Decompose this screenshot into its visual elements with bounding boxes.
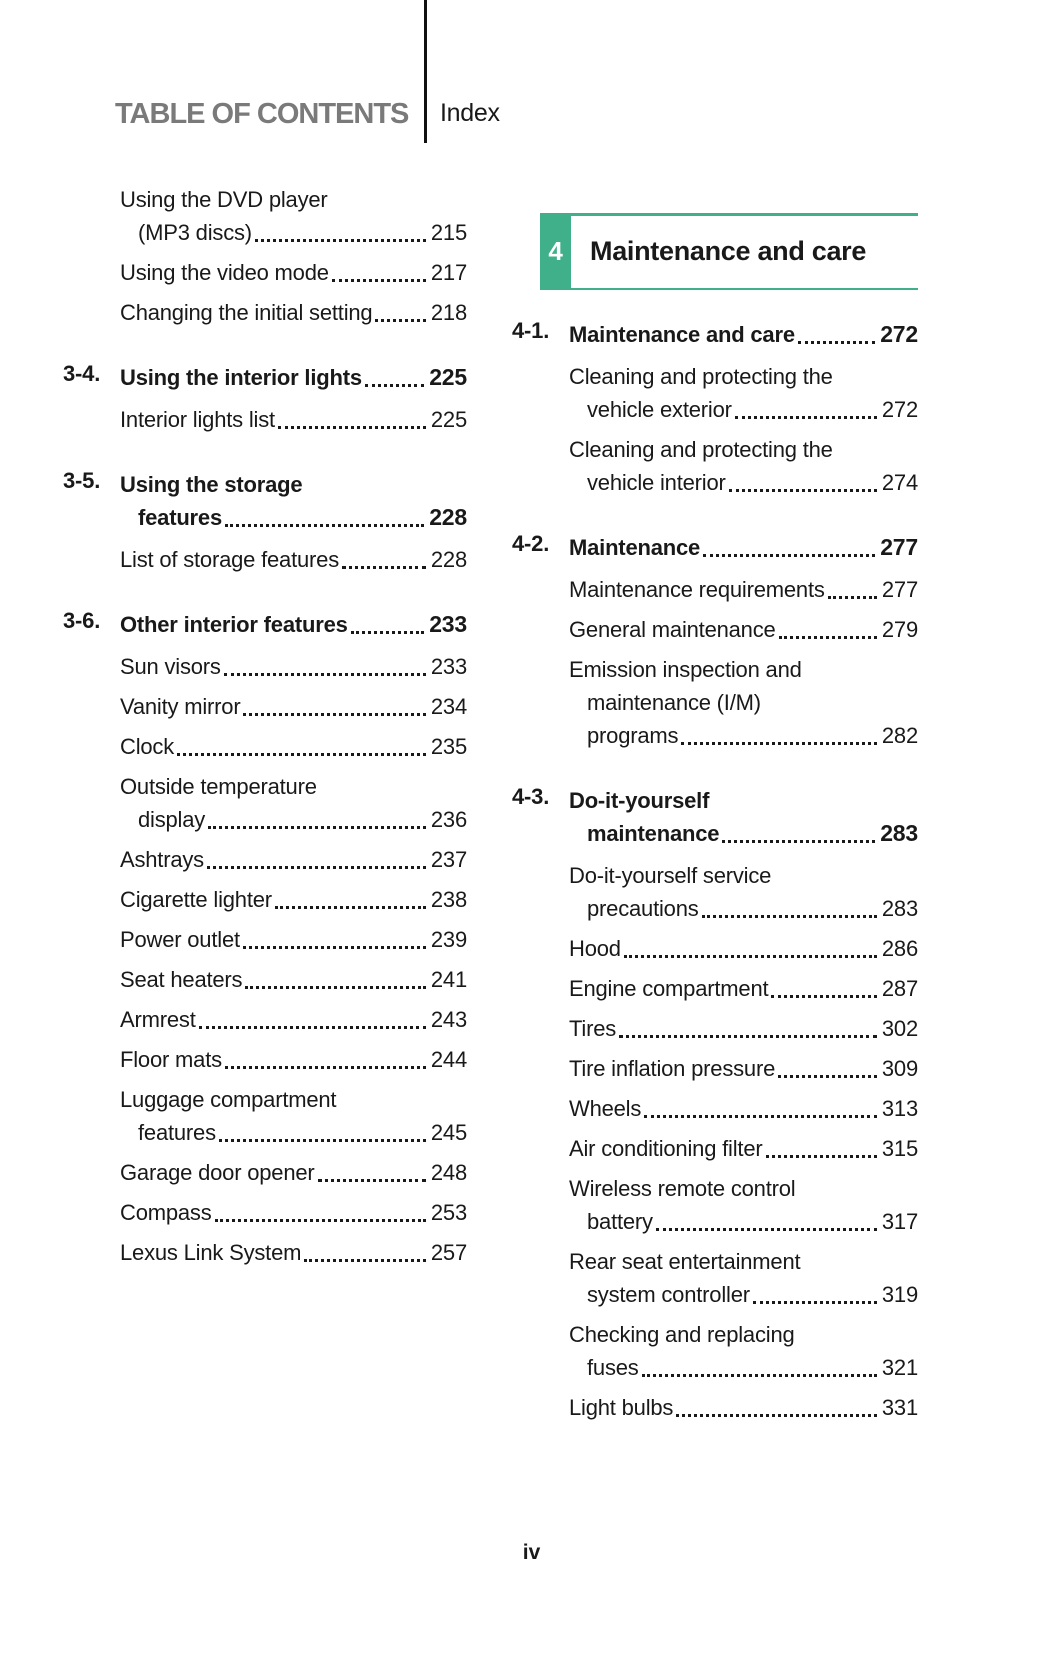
toc-page-number: 257 <box>430 1240 467 1265</box>
toc-page-number: 272 <box>880 321 918 347</box>
toc-line <box>569 1318 918 1351</box>
dotted-leader <box>828 596 877 599</box>
toc-line <box>120 1043 467 1076</box>
toc-entry-text: precautions <box>587 896 699 921</box>
toc-entry-text: Power outlet <box>120 927 240 952</box>
toc-line <box>587 719 918 752</box>
toc-section-heading-body <box>120 608 467 641</box>
toc-page-number: 283 <box>881 896 918 921</box>
toc-page-number: 228 <box>429 504 467 530</box>
toc-entry <box>569 1245 918 1311</box>
toc-section-heading-body <box>569 784 918 850</box>
toc-line <box>120 1236 467 1269</box>
toc-line <box>569 1052 918 1085</box>
toc-entry-text: Maintenance <box>569 535 701 560</box>
toc-page-number: 218 <box>430 300 467 325</box>
dotted-leader <box>224 673 426 676</box>
toc-page-number: 283 <box>880 820 918 846</box>
dotted-leader <box>771 995 876 998</box>
toc-page-number: 253 <box>430 1200 467 1225</box>
toc-entry <box>569 1132 918 1165</box>
toc-page-number: 317 <box>881 1209 918 1234</box>
toc-entry <box>120 183 467 249</box>
dotted-leader <box>219 1139 426 1142</box>
dotted-leader <box>342 566 426 569</box>
toc-entry <box>120 1083 467 1149</box>
toc-entry-text: Luggage compartment <box>120 1087 337 1112</box>
toc-page-number: 225 <box>429 364 467 390</box>
toc-page-number: 233 <box>429 611 467 637</box>
dotted-leader <box>375 319 425 322</box>
toc-entry <box>569 573 918 606</box>
toc-line <box>120 923 467 956</box>
toc-line <box>120 468 467 501</box>
toc-section-heading-body <box>120 361 467 394</box>
toc-line <box>569 1092 918 1125</box>
toc-page-number: 286 <box>881 936 918 961</box>
toc-group <box>63 361 467 436</box>
toc-entry-list <box>512 859 918 1424</box>
toc-line <box>569 1172 918 1205</box>
toc-entry <box>569 1391 918 1424</box>
toc-page-number: 309 <box>881 1056 918 1081</box>
toc-entry-text: Engine compartment <box>569 976 769 1001</box>
toc-line <box>569 573 918 606</box>
toc-line <box>120 183 467 216</box>
toc-page-number: 272 <box>881 397 918 422</box>
toc-section-heading <box>512 318 918 351</box>
toc-entry-text: Lexus Link System <box>120 1240 302 1265</box>
toc-entry-text: Floor mats <box>120 1047 222 1072</box>
toc-entry-text: battery <box>587 1209 653 1234</box>
toc-section-heading <box>63 608 467 641</box>
section-number: 3-6. <box>63 608 101 633</box>
toc-page-number: 233 <box>430 654 467 679</box>
toc-entry <box>120 403 467 436</box>
toc-line <box>587 892 918 925</box>
dotted-leader <box>702 915 877 918</box>
toc-line <box>138 501 467 534</box>
toc-line <box>138 1116 467 1149</box>
toc-entry-text: Cigarette lighter <box>120 887 272 912</box>
dotted-leader <box>332 279 426 282</box>
toc-page-number: 237 <box>430 847 467 872</box>
toc-group <box>512 318 918 499</box>
toc-line <box>569 932 918 965</box>
header-index-label: Index <box>440 99 500 127</box>
toc-entry <box>120 690 467 723</box>
dotted-leader <box>753 1301 877 1304</box>
toc-section-heading <box>512 531 918 564</box>
toc-entry <box>120 770 467 836</box>
toc-entry <box>120 1196 467 1229</box>
toc-entry-text: fuses <box>587 1355 639 1380</box>
toc-page-number: 215 <box>430 220 467 245</box>
toc-line <box>120 690 467 723</box>
toc-line <box>138 216 467 249</box>
toc-entry <box>569 1172 918 1238</box>
toc-entry <box>120 843 467 876</box>
toc-page-number: 313 <box>881 1096 918 1121</box>
toc-page-number: 277 <box>880 534 918 560</box>
dotted-leader <box>778 1075 877 1078</box>
toc-entry-text: Maintenance requirements <box>569 577 825 602</box>
toc-page-number: 234 <box>430 694 467 719</box>
toc-section-heading-body <box>120 468 467 534</box>
toc-page-number: 277 <box>881 577 918 602</box>
dotted-leader <box>656 1228 877 1231</box>
toc-section-heading-body <box>569 318 918 351</box>
dotted-leader <box>703 554 875 557</box>
toc-page-number: 236 <box>430 807 467 832</box>
dotted-leader <box>275 906 426 909</box>
toc-page-number: 225 <box>430 407 467 432</box>
toc-entry <box>120 1043 467 1076</box>
dotted-leader <box>177 753 426 756</box>
dotted-leader <box>255 239 426 242</box>
toc-entry-list <box>63 183 467 329</box>
toc-page-number: 282 <box>881 723 918 748</box>
toc-entry <box>569 932 918 965</box>
toc-line <box>120 1003 467 1036</box>
dotted-leader <box>766 1155 877 1158</box>
toc-line <box>569 972 918 1005</box>
toc-page-number: 217 <box>430 260 467 285</box>
toc-entry-list <box>512 573 918 752</box>
toc-entry <box>569 360 918 426</box>
toc-line <box>569 653 918 686</box>
toc-line <box>587 393 918 426</box>
dotted-leader <box>199 1026 426 1029</box>
toc-entry-text: Armrest <box>120 1007 196 1032</box>
toc-entry-text: Garage door opener <box>120 1160 315 1185</box>
dotted-leader <box>729 489 877 492</box>
toc-entry-text: Cleaning and protecting the <box>569 437 833 462</box>
toc-entry-text: Maintenance and care <box>569 322 795 347</box>
toc-entry <box>120 730 467 763</box>
section-number: 4-1. <box>512 318 550 343</box>
dotted-leader <box>245 986 426 989</box>
section-number: 3-5. <box>63 468 101 493</box>
toc-entry-text: Sun visors <box>120 654 221 679</box>
toc-line <box>569 433 918 466</box>
toc-line <box>120 608 467 641</box>
toc-line <box>120 403 467 436</box>
toc-entry-text: features <box>138 505 222 530</box>
toc-entry-text: Emission inspection and <box>569 657 802 682</box>
toc-section-heading <box>63 361 467 394</box>
toc-line <box>120 1156 467 1189</box>
toc-page-number: 241 <box>430 967 467 992</box>
toc-entry <box>569 653 918 752</box>
toc-entry-list <box>63 650 467 1269</box>
toc-entry-text: Using the interior lights <box>120 365 362 390</box>
toc-entry-text: Using the DVD player <box>120 187 328 212</box>
chapter-header-top-rule <box>540 213 918 216</box>
toc-entry-text: vehicle interior <box>587 470 726 495</box>
toc-entry-text: Using the video mode <box>120 260 329 285</box>
toc-entry <box>569 1092 918 1125</box>
toc-line <box>587 1351 918 1384</box>
toc-entry-text: Other interior features <box>120 612 348 637</box>
toc-group <box>63 468 467 576</box>
toc-line <box>569 1132 918 1165</box>
dotted-leader <box>644 1115 877 1118</box>
dotted-leader <box>681 742 877 745</box>
toc-entry-text: Ashtrays <box>120 847 204 872</box>
chapter-header <box>512 213 918 290</box>
toc-page-number: 238 <box>430 887 467 912</box>
toc-section-heading <box>63 468 467 534</box>
toc-entry-text: vehicle exterior <box>587 397 732 422</box>
toc-line <box>569 318 918 351</box>
dotted-leader <box>351 631 425 634</box>
toc-section-heading <box>512 784 918 850</box>
toc-entry <box>120 650 467 683</box>
toc-entry <box>120 296 467 329</box>
toc-entry-text: Do-it-yourself service <box>569 863 772 888</box>
toc-line <box>587 686 918 719</box>
dotted-leader <box>243 946 426 949</box>
toc-page-number: 315 <box>881 1136 918 1161</box>
toc-line <box>587 817 918 850</box>
toc-entry <box>120 883 467 916</box>
section-number: 4-3. <box>512 784 550 809</box>
dotted-leader <box>207 866 426 869</box>
toc-entry <box>569 1012 918 1045</box>
toc-entry-text: Hood <box>569 936 621 961</box>
toc-entry-text: Clock <box>120 734 175 759</box>
header-divider <box>424 0 427 143</box>
dotted-leader <box>278 426 426 429</box>
toc-entry-list <box>512 360 918 499</box>
toc-entry-text: Tires <box>569 1016 617 1041</box>
toc-line <box>569 531 918 564</box>
toc-entry <box>569 613 918 646</box>
toc-line <box>120 296 467 329</box>
dotted-leader <box>735 416 877 419</box>
toc-line <box>587 1278 918 1311</box>
toc-entry-text: maintenance <box>587 821 720 846</box>
toc-entry <box>120 256 467 289</box>
toc-page-number: 239 <box>430 927 467 952</box>
toc-entry <box>569 859 918 925</box>
toc-entry-text: features <box>138 1120 216 1145</box>
toc-entry-text: programs <box>587 723 679 748</box>
dotted-leader <box>798 341 875 344</box>
toc-line <box>120 361 467 394</box>
dotted-leader <box>304 1259 426 1262</box>
dotted-leader <box>619 1035 877 1038</box>
toc-line <box>569 784 918 817</box>
toc-page-number: 331 <box>881 1395 918 1420</box>
toc-section-heading-body <box>569 531 918 564</box>
toc-page-number: 321 <box>881 1355 918 1380</box>
toc-entry <box>120 1236 467 1269</box>
toc-entry-text: maintenance (I/M) <box>587 690 761 715</box>
toc-line <box>120 730 467 763</box>
dotted-leader <box>624 955 877 958</box>
toc-line <box>587 466 918 499</box>
toc-entry-text: Vanity mirror <box>120 694 241 719</box>
toc-page-number: 248 <box>430 1160 467 1185</box>
toc-line <box>569 1391 918 1424</box>
toc-entry <box>120 963 467 996</box>
toc-group <box>63 183 467 329</box>
dotted-leader <box>676 1414 877 1417</box>
toc-line <box>120 843 467 876</box>
toc-line <box>120 256 467 289</box>
toc-entry-text: Compass <box>120 1200 212 1225</box>
toc-entry-text: (MP3 discs) <box>138 220 252 245</box>
toc-entry-list <box>63 543 467 576</box>
dotted-leader <box>318 1179 426 1182</box>
page-title: TABLE OF CONTENTS <box>115 98 409 130</box>
dotted-leader <box>225 1066 426 1069</box>
toc-entry-text: General maintenance <box>569 617 776 642</box>
toc-entry <box>569 1318 918 1384</box>
toc-entry <box>120 1156 467 1189</box>
toc-line <box>120 883 467 916</box>
section-number: 3-4. <box>63 361 101 386</box>
toc-entry-text: Outside temperature <box>120 774 317 799</box>
toc-line <box>138 803 467 836</box>
toc-group <box>512 784 918 1424</box>
toc-line <box>120 650 467 683</box>
dotted-leader <box>225 524 424 527</box>
section-number: 4-2. <box>512 531 550 556</box>
toc-line <box>569 1012 918 1045</box>
toc-entry-text: Changing the initial setting <box>120 300 373 325</box>
toc-entry-text: List of storage features <box>120 547 339 572</box>
dotted-leader <box>243 713 425 716</box>
toc-entry-text: Cleaning and protecting the <box>569 364 833 389</box>
toc-entry-text: system controller <box>587 1282 750 1307</box>
toc-column-left <box>63 183 467 1276</box>
page-number: iv <box>522 1541 541 1564</box>
dotted-leader <box>208 826 426 829</box>
toc-entry-text: Rear seat entertainment <box>569 1249 801 1274</box>
toc-entry-text: Using the storage <box>120 472 303 497</box>
toc-page-number: 279 <box>881 617 918 642</box>
toc-line <box>120 543 467 576</box>
toc-line <box>569 859 918 892</box>
toc-line <box>569 360 918 393</box>
dotted-leader <box>365 384 424 387</box>
toc-page-number: 302 <box>881 1016 918 1041</box>
toc-entry-text: Checking and replacing <box>569 1322 795 1347</box>
toc-line <box>120 770 467 803</box>
toc-entry <box>569 433 918 499</box>
toc-entry-text: Wireless remote control <box>569 1176 796 1201</box>
toc-entry <box>120 543 467 576</box>
toc-entry-text: Light bulbs <box>569 1395 674 1420</box>
chapter-header-bottom-rule <box>571 288 918 290</box>
toc-page-number: 245 <box>430 1120 467 1145</box>
toc-line <box>120 1083 467 1116</box>
toc-page-number: 244 <box>430 1047 467 1072</box>
toc-page-number: 235 <box>430 734 467 759</box>
dotted-leader <box>642 1374 877 1377</box>
toc-line <box>120 1196 467 1229</box>
chapter-title: Maintenance and care <box>590 235 867 266</box>
dotted-leader <box>215 1219 426 1222</box>
toc-group <box>63 608 467 1269</box>
toc-column-right <box>512 213 918 1431</box>
toc-line <box>587 1205 918 1238</box>
dotted-leader <box>779 636 877 639</box>
toc-entry <box>569 1052 918 1085</box>
toc-group <box>512 531 918 752</box>
toc-entry <box>120 1003 467 1036</box>
toc-entry-text: Seat heaters <box>120 967 243 992</box>
toc-line <box>120 963 467 996</box>
toc-entry-text: Tire inflation pressure <box>569 1056 776 1081</box>
toc-entry-text: Wheels <box>569 1096 642 1121</box>
dotted-leader <box>722 840 875 843</box>
toc-entry-text: Interior lights list <box>120 407 275 432</box>
toc-line <box>569 1245 918 1278</box>
toc-entry-text: Do-it-yourself <box>569 788 710 813</box>
toc-entry-list <box>63 403 467 436</box>
toc-page-number: 319 <box>881 1282 918 1307</box>
toc-page-number: 228 <box>430 547 467 572</box>
toc-entry-text: display <box>138 807 206 832</box>
toc-entry-text: Air conditioning filter <box>569 1136 763 1161</box>
toc-entry <box>569 972 918 1005</box>
toc-page-number: 287 <box>881 976 918 1001</box>
toc-entry <box>120 923 467 956</box>
toc-page-number: 274 <box>881 470 918 495</box>
toc-line <box>569 613 918 646</box>
chapter-number-badge: 4 <box>540 213 571 290</box>
toc-page-number: 243 <box>430 1007 467 1032</box>
